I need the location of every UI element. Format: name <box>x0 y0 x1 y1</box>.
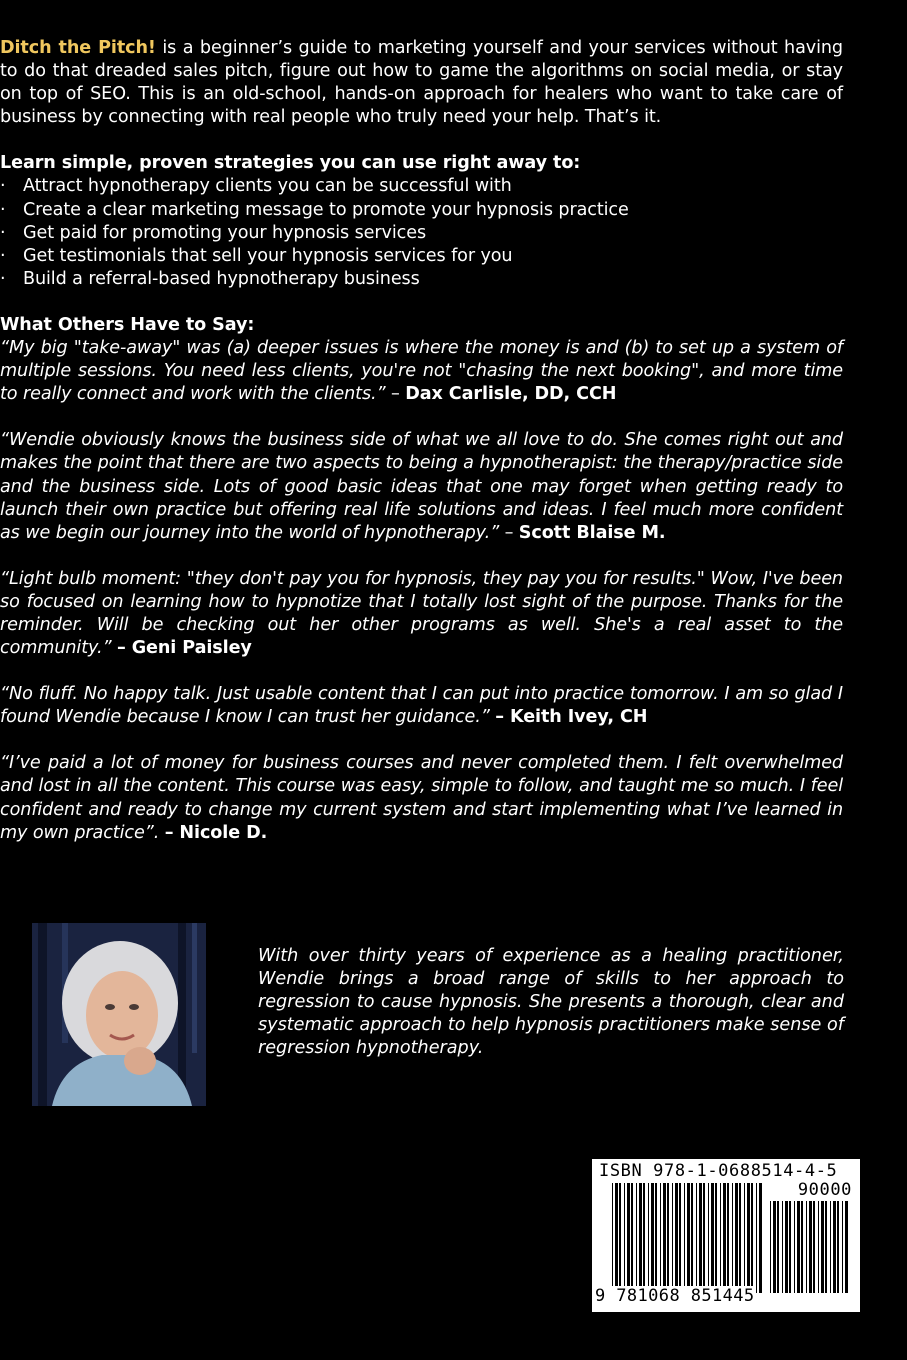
barcode-bar <box>715 1183 717 1293</box>
barcode-bar <box>747 1183 750 1293</box>
barcode-bar <box>732 1183 733 1293</box>
barcode-bar <box>833 1201 836 1293</box>
testimonial-author: – Nicole D. <box>164 822 268 843</box>
testimonial-author: Dax Carlisle, DD, CCH <box>405 384 617 405</box>
barcode-bar <box>818 1201 819 1293</box>
list-item: · Get paid for promoting your hypnosis services <box>0 222 843 245</box>
cover-text <box>0 37 843 845</box>
ean-number: 9 781068 851445 <box>595 1286 755 1306</box>
barcode-bar <box>806 1201 807 1293</box>
barcode-bar <box>639 1183 642 1293</box>
intro-text: is a beginner’s guide to marketing yourself and your services without having to do that dreaded sales pitch, figure out how to game the algorithms on social media, or stay on top of SEO. This is an old-school, hands-on approach for healers who want to take care of business by connecting with real people who truly need your help. That’s it. <box>0 38 843 128</box>
testimonial-quote: “Wendie obviously knows the business side of what we all love to do. She comes right out and makes the point that there are two aspects to being a hypnotherapist: the therapy/practice side and the business side. Lots of good basic ideas that one may forget when getting ready to launch their own practice but offering real life solutions and ideas. I feel much more confident as we begin our journey into the world of hypnotherapy.” <box>0 430 843 543</box>
list-item: · Build a referral-based hypnotherapy business <box>0 268 843 291</box>
barcode-bar <box>735 1183 738 1293</box>
list-item: · Create a clear marketing message to promote your hypnosis practice <box>0 199 843 222</box>
barcode-bar <box>691 1183 693 1293</box>
barcode-bar <box>723 1183 726 1293</box>
barcode-bar <box>789 1201 791 1293</box>
testimonial-author: Scott Blaise M. <box>518 522 666 543</box>
author-bio: With over thirty years of experience as a healing practitioner, Wendie brings a broad range of skills to her approach to regression to cause hypnosis. She presents a thorough, clear and systematic approach to help hypnosis practitioners make sense of regression hypnotherapy. <box>258 946 844 1059</box>
barcode-bar <box>751 1183 753 1293</box>
list-item: · Attract hypnotherapy clients you can be successful with <box>0 175 843 198</box>
barcode-bar <box>699 1183 702 1293</box>
barcode-bar <box>660 1183 661 1293</box>
barcode-bar <box>756 1183 757 1293</box>
barcode-bar <box>679 1183 681 1293</box>
barcode-bar <box>631 1183 633 1293</box>
testimonials-heading: What Others Have to Say: <box>0 314 255 335</box>
isbn-barcode <box>592 1159 860 1312</box>
barcode-bar <box>794 1201 795 1293</box>
barcode-bar <box>782 1201 783 1293</box>
testimonial: “My big "take-away" was (a) deeper issues is where the money is and (b) to set up a system of multiple sessions. You need less clients, you're not "chasing the next booking", and more time to really connect and work with the clients.” – Dax Carlisle, DD, CCH <box>0 338 843 405</box>
testimonial-quote: “Light bulb moment: "they don't pay you for hypnosis, they pay you for results." Wow, I've been so focused on learning how to hypnotize that I totally lost sight of the purpose. Thanks for the reminder. Will be checking out her other programs as well. She's a real asset to the community.” <box>0 568 843 659</box>
author-portrait-icon <box>32 923 206 1106</box>
testimonial <box>0 568 843 660</box>
barcode-bar <box>708 1183 709 1293</box>
barcode-bar <box>711 1183 714 1293</box>
barcode-bar <box>809 1201 812 1293</box>
testimonial-quote: “My big "take-away" was (a) deeper issues is where the money is and (b) to set up a system of multiple sessions. You need less clients, you're not "chasing the next booking", and more time to really connect and work with the clients.” <box>0 338 843 405</box>
list-item: · Get testimonials that sell your hypnosis services for you <box>0 245 843 268</box>
bullet-icon: · <box>0 245 6 266</box>
learn-list <box>0 175 843 290</box>
barcode-bar <box>636 1183 637 1293</box>
intro-paragraph <box>0 37 843 129</box>
barcode-bar <box>825 1201 827 1293</box>
barcode-bar <box>845 1201 848 1293</box>
barcode-bar <box>687 1183 690 1293</box>
barcode-bar <box>627 1183 630 1293</box>
testimonial <box>0 683 843 729</box>
testimonial <box>0 752 843 844</box>
bullet-icon: · <box>0 222 6 243</box>
barcode-bar <box>663 1183 666 1293</box>
addon-barcode-bars <box>770 1201 850 1293</box>
price-code: 90000 <box>797 1180 852 1200</box>
barcode-bar <box>624 1183 625 1293</box>
barcode-bar <box>797 1201 800 1293</box>
barcode-bar <box>615 1183 618 1293</box>
barcode-bar <box>675 1183 678 1293</box>
isbn-number: ISBN 978-1-0688514-4-5 <box>599 1161 838 1181</box>
barcode-bar <box>785 1201 788 1293</box>
barcode-bar <box>643 1183 645 1293</box>
barcode-bar <box>759 1183 762 1293</box>
author-photo <box>32 923 206 1106</box>
barcode-bar <box>744 1183 745 1293</box>
barcode-bar <box>651 1183 654 1293</box>
barcode-bar <box>655 1183 657 1293</box>
barcode-bar <box>837 1201 839 1293</box>
bullet-icon: · <box>0 199 6 220</box>
barcode-bar <box>801 1201 803 1293</box>
barcode-bar <box>648 1183 649 1293</box>
testimonial-quote: “No fluff. No happy talk. Just usable content that I can put into practice tomorrow. I am so glad I found Wendie because I know I can trust her guidance.” <box>0 684 843 728</box>
barcode-bar <box>684 1183 685 1293</box>
barcode-bar <box>696 1183 697 1293</box>
barcode-bar <box>777 1201 779 1293</box>
testimonial-author: – Keith Ivey, CH <box>495 707 648 728</box>
barcode-bar <box>842 1201 843 1293</box>
barcode-bar <box>813 1201 815 1293</box>
barcode-bar <box>703 1183 705 1293</box>
testimonial-quote: “I’ve paid a lot of money for business courses and never completed them. I felt overwhelmed and lost in all the content. This course was easy, simple to follow, and taught me so much. I feel confident and ready to change my current system and start implementing what I’ve learned in my own practice”. <box>0 753 843 843</box>
barcode-bar <box>727 1183 729 1293</box>
barcode-bar <box>773 1201 776 1293</box>
barcode-bar <box>612 1183 613 1293</box>
barcode-bar <box>739 1183 741 1293</box>
testimonial: “Wendie obviously knows the business side of what we all love to do. She comes right out and makes the point that there are two aspects to being a hypnotherapist: the therapy/practice side and the business side. Lots of good basic ideas that one may forget when getting ready to launch their own practice but offering real life solutions and ideas. I feel much more confident as we begin our journey into the world of hypnotherapy.” – Scott Blaise M. <box>0 430 843 543</box>
barcode-bar <box>830 1201 831 1293</box>
barcode-bars <box>612 1183 764 1293</box>
author-section <box>0 923 907 1113</box>
barcode-bar <box>619 1183 621 1293</box>
barcode-bar <box>770 1201 771 1293</box>
book-title: Ditch the Pitch! <box>0 38 156 58</box>
barcode-bar <box>720 1183 721 1293</box>
bullet-icon: · <box>0 176 6 197</box>
learn-heading: Learn simple, proven strategies you can use right away to: <box>0 153 581 174</box>
testimonial-author: – Geni Paisley <box>116 638 252 659</box>
barcode-bar <box>672 1183 673 1293</box>
barcode-bar <box>821 1201 824 1293</box>
barcode-bar <box>667 1183 669 1293</box>
bullet-icon: · <box>0 268 6 289</box>
